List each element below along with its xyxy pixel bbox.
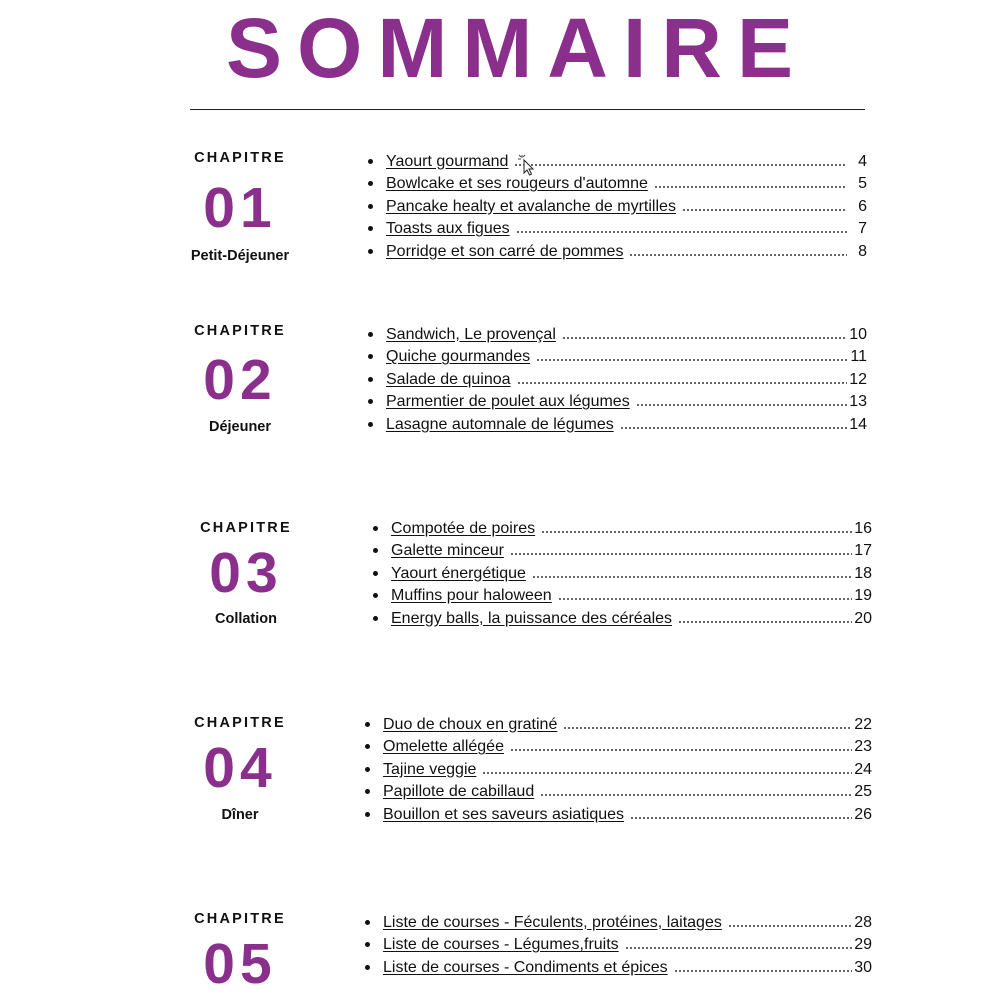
bullet-icon [368, 226, 373, 231]
bullet-icon [365, 812, 370, 817]
bullet-icon [365, 920, 370, 925]
chapter-name: Petit-Déjeuner [190, 248, 290, 264]
toc-entry [383, 909, 872, 932]
toc-entry-link[interactable]: Omelette allégée [383, 738, 504, 755]
chapter-name: Déjeuner [208, 419, 272, 435]
dot-leader [510, 552, 852, 556]
page-number: 7 [858, 220, 867, 237]
toc-entry-link[interactable]: Pancake healty et avalanche de myrtilles [386, 197, 676, 215]
toc-entry [383, 954, 872, 977]
toc-entry-link[interactable]: Energy balls, la puissance des céréales [391, 609, 673, 627]
dot-leader [629, 253, 847, 257]
page-number: 13 [849, 393, 867, 410]
toc-entry-link[interactable]: Yaourt gourmand [386, 152, 509, 170]
chapter-name: Collation [214, 611, 278, 627]
dot-leader [517, 381, 847, 385]
toc-entry [383, 932, 872, 955]
toc-entry-link[interactable]: Muffins pour haloween [391, 587, 552, 604]
toc-entry [386, 171, 867, 194]
bullet-icon [368, 204, 373, 209]
bullet-icon [373, 593, 378, 598]
chapter-number: 02 [203, 348, 277, 412]
bullet-icon [368, 354, 373, 359]
page-number: 4 [858, 152, 867, 170]
dot-leader [514, 163, 847, 167]
dot-leader [636, 403, 847, 407]
bullet-icon [373, 616, 378, 621]
toc-entry-link[interactable]: Porridge et son carré de pommes [386, 242, 624, 260]
chapter-number: 03 [209, 541, 283, 605]
chapter-number: 04 [203, 736, 277, 800]
bullet-icon [373, 526, 378, 531]
toc-entry-link[interactable]: Galette minceur [391, 542, 504, 559]
toc-entry-link[interactable]: Liste de courses - Condiments et épices [383, 958, 668, 976]
bullet-icon [365, 722, 370, 727]
bullet-icon [365, 789, 370, 794]
toc-entry-link[interactable]: Toasts aux figues [386, 220, 510, 237]
toc-entry-link[interactable]: Tajine veggie [383, 760, 477, 778]
toc-entry-link[interactable]: Bowlcake et ses rougeurs d'automne [386, 175, 648, 192]
toc-entry [386, 411, 867, 434]
bullet-icon [365, 965, 370, 970]
page-number: 11 [850, 348, 867, 365]
bullet-icon [368, 181, 373, 186]
bullet-icon [368, 249, 373, 254]
toc-entry-link[interactable]: Papillote de cabillaud [383, 783, 535, 800]
bullet-icon [365, 767, 370, 772]
dot-leader [630, 816, 852, 820]
toc-entry [391, 515, 872, 538]
toc-entry [386, 389, 867, 412]
toc-entry [383, 801, 872, 824]
title-divider [190, 109, 865, 110]
page-number: 24 [854, 760, 872, 778]
dot-leader [482, 771, 852, 775]
dot-leader [563, 726, 852, 730]
chapter-entry-list [386, 148, 867, 261]
bullet-icon [365, 942, 370, 947]
page-number: 16 [854, 519, 872, 537]
toc-entry [383, 756, 872, 779]
dot-leader [674, 969, 852, 973]
dot-leader [654, 185, 847, 189]
dot-leader [540, 793, 852, 797]
toc-entry [383, 711, 872, 734]
bullet-icon [373, 548, 378, 553]
dot-leader [532, 575, 852, 579]
dot-leader [562, 336, 847, 340]
page-title: SOMMAIRE [226, 1, 808, 95]
toc-entry [386, 366, 867, 389]
chapter-name: Dîner [221, 807, 259, 823]
bullet-icon [368, 399, 373, 404]
page-number: 22 [854, 715, 872, 733]
page-number: 17 [854, 542, 872, 559]
page-number: 10 [849, 325, 867, 343]
bullet-icon [373, 571, 378, 576]
chapter-label: CHAPITRE [194, 323, 286, 339]
toc-entry-link[interactable]: Duo de choux en gratiné [383, 715, 558, 733]
page-number: 12 [849, 370, 867, 388]
toc-entry-link[interactable]: Liste de courses - Féculents, protéines, laitages [383, 913, 722, 931]
dot-leader [678, 620, 852, 624]
toc-entry [386, 344, 867, 367]
chapter-label: CHAPITRE [200, 520, 292, 536]
page-number: 29 [854, 936, 872, 953]
toc-entry-link[interactable]: Compotée de poires [391, 519, 536, 537]
dot-leader [541, 530, 852, 534]
chapter-number: 01 [203, 176, 277, 240]
toc-entry-link[interactable]: Salade de quinoa [386, 370, 511, 388]
bullet-icon [368, 377, 373, 382]
toc-entry [391, 560, 872, 583]
chapter-label: CHAPITRE [194, 715, 286, 731]
toc-entry-link[interactable]: Sandwich, Le provençal [386, 325, 556, 343]
toc-entry [386, 148, 867, 171]
chapter-number: 05 [203, 932, 277, 996]
toc-entry [383, 734, 872, 757]
bullet-icon [368, 159, 373, 164]
toc-entry [386, 193, 867, 216]
dot-leader [625, 946, 852, 950]
page-number: 8 [858, 242, 867, 260]
toc-entry [386, 216, 867, 239]
page-number: 28 [854, 913, 872, 931]
toc-entry [391, 538, 872, 561]
page-number: 30 [854, 958, 872, 976]
toc-entry-link[interactable]: Yaourt énergétique [391, 564, 526, 582]
toc-entry-link[interactable]: Parmentier de poulet aux légumes [386, 393, 630, 410]
bullet-icon [368, 422, 373, 427]
chapter-label: CHAPITRE [194, 150, 286, 166]
dot-leader [682, 208, 847, 212]
dot-leader [620, 426, 847, 430]
dot-leader [558, 597, 852, 601]
toc-entry [386, 321, 867, 344]
page-number: 6 [858, 197, 867, 215]
dot-leader [510, 748, 852, 752]
page-number: 26 [854, 805, 872, 823]
page-number: 18 [854, 564, 872, 582]
toc-entry-link[interactable]: Quiche gourmandes [386, 348, 531, 365]
page-number: 20 [854, 609, 872, 627]
page-number: 14 [849, 415, 867, 433]
toc-entry [391, 605, 872, 628]
page-number: 23 [854, 738, 872, 755]
page-number: 19 [854, 587, 872, 604]
toc-entry [386, 238, 867, 261]
chapter-entry-list [383, 909, 872, 977]
chapter-entry-list [391, 515, 872, 628]
chapter-label: CHAPITRE [194, 911, 286, 927]
toc-entry-link[interactable]: Liste de courses - Légumes,fruits [383, 936, 619, 953]
page-number: 5 [858, 175, 867, 192]
bullet-icon [365, 744, 370, 749]
chapter-entry-list [386, 321, 867, 434]
bullet-icon [368, 332, 373, 337]
toc-entry-link[interactable]: Lasagne automnale de légumes [386, 415, 614, 433]
dot-leader [728, 924, 852, 928]
dot-leader [516, 230, 847, 234]
toc-entry-link[interactable]: Bouillon et ses saveurs asiatiques [383, 805, 625, 823]
toc-entry [383, 779, 872, 802]
dot-leader [536, 358, 847, 362]
toc-entry [391, 583, 872, 606]
page-number: 25 [854, 783, 872, 800]
chapter-entry-list [383, 711, 872, 824]
pointer-cursor-icon [518, 154, 538, 176]
